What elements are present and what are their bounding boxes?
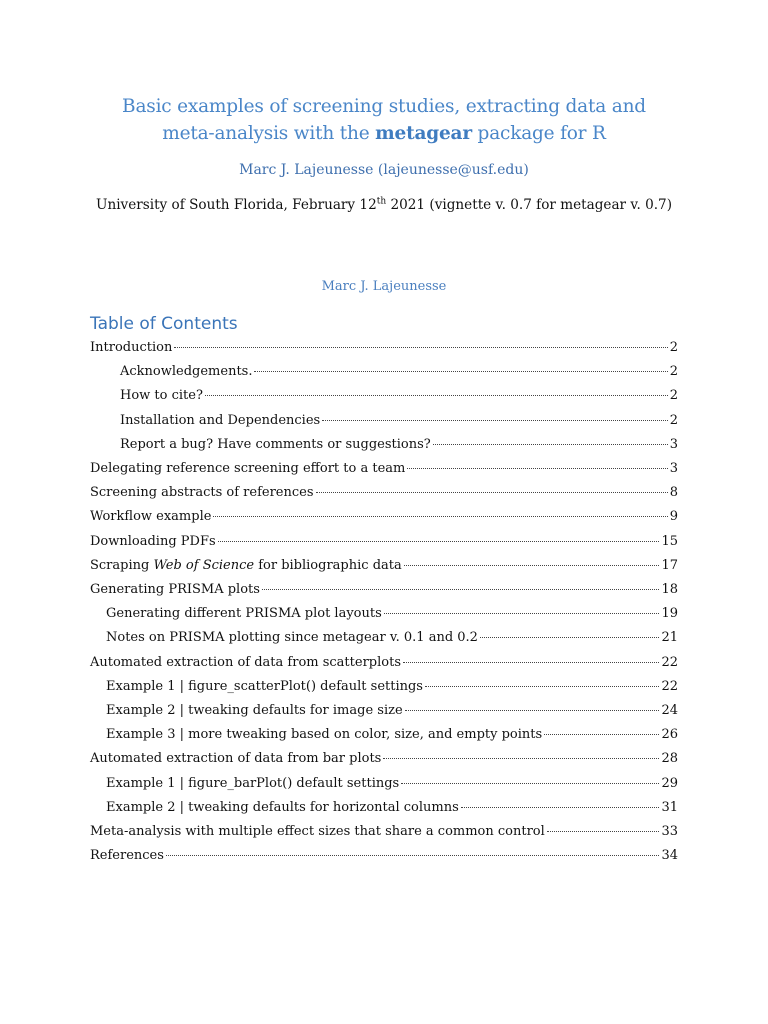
toc-entry[interactable] — [106, 701, 678, 721]
toc-leader-dots — [405, 710, 660, 711]
toc-entry-label: Generating different PRISMA plot layouts — [106, 606, 382, 622]
toc-entry-label: Delegating reference screening effort to a team — [90, 461, 406, 476]
toc-entry-page: 3 — [669, 461, 678, 476]
affiliation-sup: th — [376, 196, 387, 207]
toc-entry-page: 22 — [661, 654, 678, 670]
toc-leader-dots — [254, 371, 667, 372]
toc-entry-page: 24 — [661, 703, 678, 718]
toc-entry[interactable] — [106, 725, 678, 745]
toc-leader-dots — [322, 420, 668, 421]
toc-entry-label: Example 2 | tweaking defaults for horizontal columns — [106, 799, 459, 815]
toc-entry-label: Automated extraction of data from scatterplots — [90, 654, 401, 670]
title-line-2-post: package for R — [471, 123, 606, 144]
title-line-2-pre: meta-analysis with the — [162, 123, 376, 144]
toc-entry[interactable] — [90, 459, 678, 479]
toc-entry[interactable] — [120, 435, 678, 455]
document-title — [0, 93, 768, 147]
toc-entry-label: References — [90, 848, 164, 864]
toc-entry[interactable] — [90, 483, 678, 503]
toc-entry[interactable] — [120, 386, 678, 406]
toc-entry-label: Workflow example — [90, 509, 212, 525]
toc-leader-dots — [316, 492, 668, 493]
title-line-2 — [0, 120, 768, 147]
title-line-1: Basic examples of screening studies, extracting data and — [122, 96, 646, 117]
toc-entry[interactable] — [106, 628, 678, 648]
toc-entry-page: 21 — [661, 630, 678, 646]
toc-entry-page: 33 — [661, 824, 678, 839]
title-package-name: metagear — [375, 123, 472, 144]
toc-entry-page: 3 — [669, 436, 678, 452]
affiliation-post: 2021 (vignette v. 0.7 for metagear v. 0.7) — [386, 197, 673, 213]
toc-leader-dots — [407, 468, 667, 469]
toc-entry[interactable] — [120, 411, 678, 431]
toc-leader-dots — [213, 516, 667, 517]
toc-entry[interactable] — [90, 653, 678, 673]
toc-entry-page: 9 — [669, 509, 678, 525]
toc-leader-dots — [425, 686, 659, 687]
toc-entry-page: 2 — [669, 412, 678, 428]
toc-entry-page: 2 — [669, 364, 678, 380]
toc-entry-label: Automated extraction of data from bar plots — [90, 751, 382, 767]
toc-leader-dots — [461, 807, 660, 808]
toc-entry-page: 29 — [661, 775, 678, 791]
toc-entry[interactable] — [90, 338, 678, 358]
toc-entry-page: 26 — [661, 727, 678, 743]
toc-entry-page: 34 — [661, 848, 678, 864]
toc-entry-label: Scraping Web of Science for bibliographic data — [90, 557, 402, 573]
toc-leader-dots — [174, 347, 667, 348]
toc-leader-dots — [384, 613, 660, 614]
toc-entry[interactable] — [90, 556, 678, 576]
toc-leader-dots — [166, 855, 660, 856]
toc-leader-dots — [544, 734, 659, 735]
toc-entry-label: Notes on PRISMA plotting since metagear v. 0.1 and 0.2 — [106, 630, 478, 646]
toc-entry-label: Screening abstracts of references — [90, 485, 314, 501]
toc-leader-dots — [403, 662, 659, 663]
toc-leader-dots — [218, 541, 660, 542]
toc-entry-page: 2 — [669, 340, 678, 355]
toc-entry-label: Example 1 | figure_scatterPlot() default settings — [106, 678, 423, 694]
toc-entry-page: 22 — [661, 678, 678, 694]
toc-leader-dots — [404, 565, 660, 566]
toc-entry[interactable] — [120, 362, 678, 382]
toc-entry-page: 8 — [669, 485, 678, 501]
toc-entry-label: Acknowledgements. — [120, 364, 253, 380]
toc-leader-dots — [205, 395, 668, 396]
toc-leader-dots — [480, 637, 660, 638]
toc-entry[interactable] — [90, 846, 678, 866]
toc-entry-label: How to cite? — [120, 388, 203, 404]
toc-leader-dots — [262, 589, 660, 590]
toc-entry-label: Meta-analysis with multiple effect sizes that share a common control — [90, 824, 545, 839]
toc-entry-page: 31 — [661, 799, 678, 815]
toc-entry-label: Introduction — [90, 340, 173, 355]
toc-entry-label: Generating PRISMA plots — [90, 582, 260, 597]
toc-entry[interactable] — [90, 822, 678, 842]
toc-entry[interactable] — [90, 507, 678, 527]
toc-entry-page: 15 — [661, 533, 678, 549]
toc-leader-dots — [383, 758, 659, 759]
toc-entry[interactable] — [106, 677, 678, 697]
toc-entry[interactable] — [90, 580, 678, 600]
affiliation-line — [0, 195, 768, 215]
toc-entry-label: Example 3 | more tweaking based on color, size, and empty points — [106, 727, 543, 743]
toc-entry-page: 17 — [661, 557, 678, 573]
toc-entry-page: 18 — [661, 582, 678, 597]
toc-leader-dots — [433, 444, 668, 445]
affiliation-pre: University of South Florida, February 12 — [95, 197, 377, 213]
toc-entry[interactable] — [106, 774, 678, 794]
toc-entry-label: Report a bug? Have comments or suggestions? — [120, 436, 431, 452]
toc-leader-dots — [401, 783, 659, 784]
toc-entry-page: 2 — [669, 388, 678, 404]
toc-entry[interactable] — [106, 604, 678, 624]
toc-entry[interactable] — [106, 798, 678, 818]
toc-leader-dots — [547, 831, 660, 832]
toc-entry-label: Downloading PDFs — [90, 533, 216, 549]
author-name: Marc J. Lajeunesse — [321, 279, 447, 294]
toc-entry[interactable] — [90, 749, 678, 769]
toc-entry[interactable] — [90, 532, 678, 552]
toc-entry-label: Example 1 | figure_barPlot() default settings — [106, 775, 400, 791]
toc-entry-label: Installation and Dependencies — [120, 412, 321, 428]
author-email: Marc J. Lajeunesse (lajeunesse@usf.edu) — [239, 162, 529, 178]
toc-entry-label: Example 2 | tweaking defaults for image size — [106, 703, 403, 718]
toc-entry-page: 28 — [661, 751, 678, 767]
toc-heading: Table of Contents — [90, 314, 238, 334]
toc-entry-page: 19 — [661, 606, 678, 622]
